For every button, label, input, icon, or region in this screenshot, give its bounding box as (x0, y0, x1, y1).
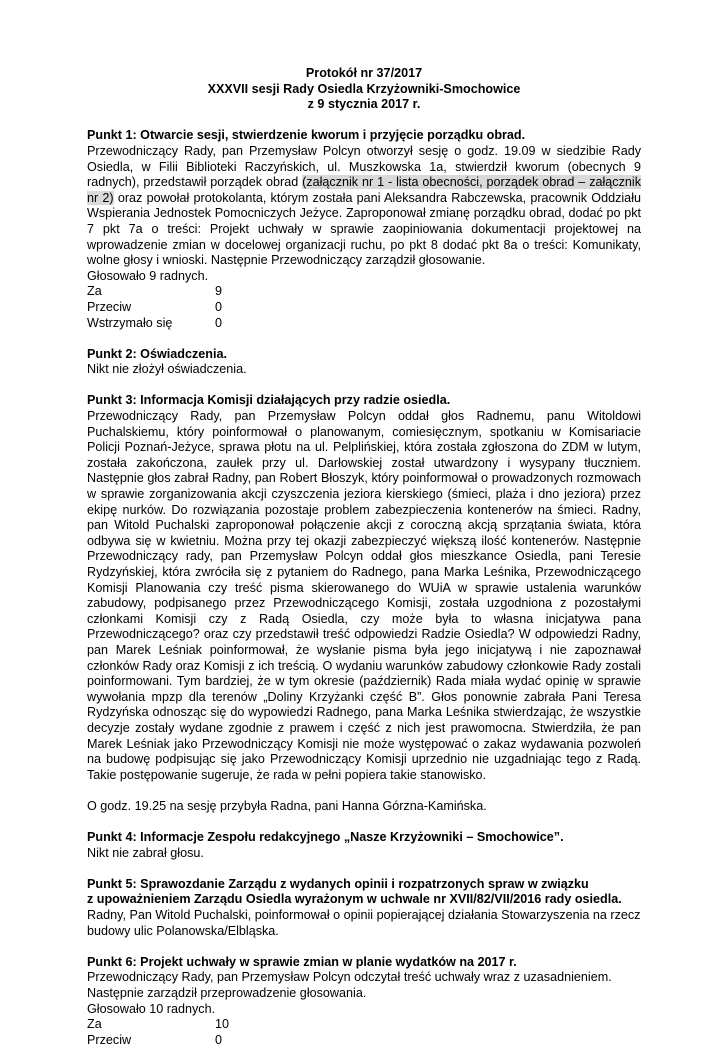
section-point-4 (87, 830, 641, 861)
vote-value: 0 (215, 1032, 223, 1047)
vote-value: 9 (215, 284, 223, 299)
point-1-vote-intro: Głosowało 9 radnych. (87, 268, 209, 283)
section-point-5 (87, 877, 641, 939)
arrival-text: O godz. 19.25 na sesję przybyła Radna, pani Hanna Górzna-Kamińska. (87, 798, 487, 813)
point-5-heading-line1: Punkt 5: Sprawozdanie Zarządu z wydanych opinii i rozpatrzonych spraw w związku (87, 876, 589, 891)
point-4-heading: Punkt 4: Informacje Zespołu redakcyjnego „Nasze Krzyżowniki – Smochowice”. (87, 830, 564, 845)
document-page (87, 66, 641, 1048)
vote-label: Przeciw (87, 1032, 132, 1047)
section-point-6 (87, 955, 641, 1048)
point-5-heading-line2: z upoważnieniem Zarządu Osiedla wyrażonym w uchwale nr XVII/82/VII/2016 rady osiedla. (87, 892, 622, 907)
section-point-2 (87, 347, 641, 378)
point-6-text-line2: Następnie zarządził przeprowadzenie głosowania. (87, 986, 367, 1001)
vote-value: 0 (215, 315, 223, 330)
point-6-vote-intro: Głosowało 10 radnych. (87, 1001, 216, 1016)
attachments-reference: (załącznik nr 1 - lista obecności, porządek obrad – załącznik nr 2) (87, 175, 641, 205)
vote-row (87, 1033, 641, 1048)
point-3-heading: Punkt 3: Informacja Komisji działających przy radzie osiedla. (87, 393, 451, 408)
point-6-text-line1: Przewodniczący Rady, pan Przemysław Polcyn odczytał treść uchwały wraz z uzasadnieniem. (87, 970, 612, 985)
point-1-text (87, 144, 641, 269)
point-6-heading: Punkt 6: Projekt uchwały w sprawie zmian w planie wydatków na 2017 r. (87, 954, 517, 969)
vote-row (87, 316, 641, 332)
point-3-text: Przewodniczący Rady, pan Przemysław Polcyn oddał głos Radnemu, panu Witoldowi Puchalskiemu, który poinformował o planowanym, comiesięcznym, spotkaniu w Komisariacie Policji Poznań-Jeżyce, sprawa płotu na ul. Pelplińskiej, która została zgłoszona do ZDM w lutym, została zakończona, zaułek przy ul. Darłowskiej został utwardzony i wysypany tłuczniem. Następnie głos zabrał Radny, pan Robert Błoszyk, który poinformował o prowadzonych rozmowach w sprawie zorganizowania akcji czyszczenia jeziora kierskiego (śmieci, plaża i dno jeziora) przez ekipę nurków. Do rozwiązania pozostaje problem zabezpieczenia kontenerów na śmieci. Radny, pan Witold Puchalski zaproponował połączenie akcji z coroczną akcją sprzątania świata, która odbywa się w kwietniu. Można przy tej okazji zabezpieczyć większą ilość kontenerów. Następnie Przewodniczący rady, pan Przemysław Polcyn oddał głos mieszkance Osiedla, pani Teresie Rydzyńskiej, która zwróciła się z pytaniem do Radnego, pana Marka Leśnika, Przewodniczącego Komisji Planowania czy treść pisma skierowanego do WUiA w sprawie ustalenia warunków zabudowy, podpisanego przez Przewodniczącego Komisji, została uzgodniona z pozostałymi członkami Komisji czy z Radą Osiedla, czy może była to własna inicjatywa pana Przewodniczącego? oraz czy przedstawił treść odpowiedzi Radzie Osiedla? W odpowiedzi Radny, pan Marek Leśniak poinformował, że wysłanie pisma była jego inicjatywą i nie zapoznawał członków Rady oraz Komisji z ich treścią. O wydaniu warunków zabudowy członkowie Rady zostali poinformowani. Tym bardziej, że w tym okresie (październik) Rada miała wydać opinię w sprawie wywołania mpzp dla terenów „Doliny Krzyżanki część B”. Głos ponownie zabrała Pani Teresa Rydzyńska odnosząc się do wypowiedzi Radnego, pana Marka Leśnika stwierdzając, że wszystkie decyzje zostały wydane zgodnie z prawem i część z nich jest prawomocna. Stwierdziła, że pan Marek Leśniak jako Przewodniczący Komisji nie może występować o zakaz wydawania pozwoleń na budowę podpisując się jako Przewodniczący Komisji uprzednio nie uzgadniając tego z Radą. Takie postępowanie sugeruje, że rada w pełni popiera takie stanowisko. (87, 409, 641, 782)
point-1-text-b: oraz powołał protokolanta, którym została pani Aleksandra Rabczewska, pracownik Oddziału Wspierania Jednostek Pomocniczych Jeżyce. Zaproponował zmianę porządku obrad, dodać po pkt 7 pkt 7a o treści: Projekt uchwały w sprawie zaopiniowania dokumentacji projektowej na wprowadzenie zmian w docelowej organizacji ruchu, po pkt 8 dodać pkt 8a o treści: Komunikaty, wolne głosy i wnioski. Następnie Przewodniczący zarządził głosowanie. (87, 190, 641, 268)
vote-value: 10 (215, 1017, 230, 1032)
point-1-text-a: Przewodniczący Rady, pan Przemysław Polcyn otworzył sesję o godz. 19.09 w siedzibie Rady Osiedla, w Filii Biblioteki Raczyńskich, ul. Muszkowska 1a, stwierdził kworum (obecnych 9 radnych), przedstawił porządek obrad (87, 143, 641, 190)
protocol-number: Protokół nr 37/2017 (305, 66, 423, 80)
session-date: z 9 stycznia 2017 r. (307, 97, 421, 112)
vote-label: Za (87, 1017, 102, 1032)
section-point-1 (87, 128, 641, 331)
vote-row (87, 284, 641, 300)
arrival-note (87, 799, 641, 815)
point-2-text: Nikt nie złożył oświadczenia. (87, 362, 247, 377)
vote-row (87, 300, 641, 316)
point-1-heading: Punkt 1: Otwarcie sesji, stwierdzenie kworum i przyjęcie porządku obrad. (87, 128, 526, 143)
vote-value: 0 (215, 299, 223, 314)
vote-label: Wstrzymało się (87, 315, 173, 330)
vote-label: Za (87, 284, 102, 299)
point-2-heading: Punkt 2: Oświadczenia. (87, 346, 227, 361)
vote-row (87, 1017, 641, 1033)
document-header (87, 66, 641, 113)
point-4-text: Nikt nie zabrał głosu. (87, 845, 204, 860)
session-name: XXXVII sesji Rady Osiedla Krzyżowniki-Smochowice (207, 81, 521, 96)
point-5-text: Radny, Pan Witold Puchalski, poinformował o opinii popierającej działania Stowarzyszenia na rzecz budowy ulic Polanowska/Elbląska. (87, 908, 641, 938)
vote-label: Przeciw (87, 299, 132, 314)
section-point-3 (87, 393, 641, 783)
